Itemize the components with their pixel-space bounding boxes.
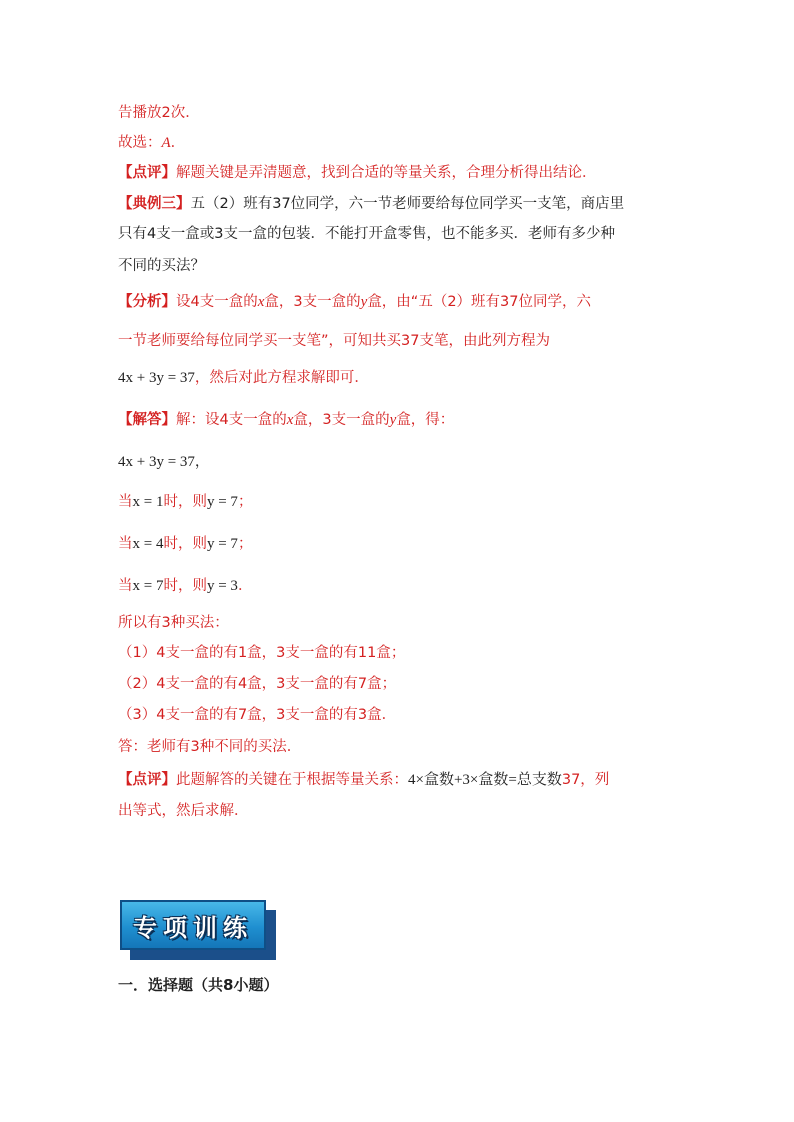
- comment-text: 37，列: [561, 772, 610, 788]
- solution-text: 盒，得：: [396, 412, 455, 428]
- section-heading-text: 一．选择题（共8小题）: [118, 976, 279, 994]
- text-line: [118, 103, 688, 123]
- case-line: [118, 576, 688, 596]
- analysis-text: 一节老师要给每位同学买一支笔”，可知共买37支笔，由此列方程为: [118, 333, 550, 349]
- example-text: 五（2）班有37位同学，六一节老师要给每位同学买一支笔，商店里: [190, 196, 625, 212]
- answer-line: [118, 737, 688, 757]
- continuation-text: 告播放2次．: [118, 105, 200, 121]
- comment-text: 出等式，然后求解．: [118, 803, 249, 819]
- equation: y = 7: [206, 536, 238, 552]
- case-text: 当: [118, 578, 133, 594]
- comment-tag: 【点评】: [118, 772, 176, 788]
- section-heading: [118, 975, 688, 995]
- variable-x: x: [286, 412, 294, 428]
- variable-y: y: [389, 412, 397, 428]
- equation-line: [118, 452, 688, 472]
- list-item: [118, 643, 688, 663]
- solution-text: 盒，3支一盒的: [293, 412, 390, 428]
- punctuation: ．: [237, 578, 253, 594]
- summary-text: 所以有3种买法：: [118, 615, 229, 631]
- option-text: （3）4支一盒的有7盒，3支一盒的有3盒．: [118, 707, 397, 723]
- answer-label: 故选：: [118, 135, 162, 151]
- analysis-line: [118, 368, 688, 388]
- equation: 4x + 3y = 37: [118, 454, 195, 470]
- analysis-tag: 【分析】: [118, 294, 176, 310]
- punctuation: ．: [170, 135, 186, 151]
- final-answer: 答：老师有3种不同的买法．: [118, 739, 302, 755]
- comment-line: [118, 163, 688, 183]
- banner-box: [120, 900, 266, 950]
- punctuation: ，: [194, 454, 210, 470]
- case-text: 时，则: [163, 494, 207, 510]
- case-line: [118, 492, 688, 512]
- equation: y = 7: [206, 494, 238, 510]
- equation: 4×盒数+3×盒数=总支数: [408, 772, 562, 788]
- example-text: 只有4支一盒或3支一盒的包装．不能打开盒零售，也不能多买．老师有多少种: [118, 226, 615, 242]
- option-text: （1）4支一盒的有1盒，3支一盒的有11盒；: [118, 645, 406, 661]
- equation: 4x + 3y = 37: [118, 370, 195, 386]
- variable-x: x: [257, 294, 265, 310]
- comment-line: [118, 801, 688, 821]
- comment-text: 此题解答的关键在于根据等量关系：: [176, 772, 408, 788]
- option-text: （2）4支一盒的有4盒，3支一盒的有7盒；: [118, 676, 397, 692]
- section-banner: [120, 900, 278, 962]
- solution-tag: 【解答】: [118, 412, 176, 428]
- solution-text: 解：设4支一盒的: [176, 412, 287, 428]
- equation: x = 4: [132, 536, 164, 552]
- example-question: 不同的买法？: [118, 258, 205, 274]
- banner-title: 专项训练: [133, 913, 253, 942]
- analysis-text: ，然后对此方程求解即可．: [194, 370, 369, 386]
- analysis-line: [118, 292, 688, 312]
- case-line: [118, 534, 688, 554]
- variable-y: y: [360, 294, 368, 310]
- analysis-line: [118, 331, 688, 351]
- summary-line: [118, 613, 688, 633]
- list-item: [118, 674, 688, 694]
- analysis-text: 设4支一盒的: [176, 294, 258, 310]
- example-line: [118, 224, 688, 244]
- equation: x = 7: [132, 578, 164, 594]
- example-title-line: [118, 194, 688, 214]
- case-text: 当: [118, 494, 133, 510]
- comment-tag: 【点评】: [118, 165, 176, 181]
- solution-line: [118, 410, 688, 430]
- equation: x = 1: [132, 494, 164, 510]
- comment-line: [118, 770, 688, 790]
- analysis-text: 盒，由“五（2）班有37位同学，六: [367, 294, 591, 310]
- answer-line: [118, 133, 688, 153]
- punctuation: ；: [237, 494, 253, 510]
- case-text: 时，则: [163, 578, 207, 594]
- analysis-text: 盒，3支一盒的: [264, 294, 361, 310]
- list-item: [118, 705, 688, 725]
- comment-text: 解题关键是弄清题意，找到合适的等量关系，合理分析得出结论．: [176, 165, 597, 181]
- equation: y = 3: [206, 578, 238, 594]
- answer-choice: A: [161, 135, 171, 151]
- example-tag: 【典例三】: [118, 196, 191, 212]
- case-text: 时，则: [163, 536, 207, 552]
- punctuation: ；: [237, 536, 253, 552]
- case-text: 当: [118, 536, 133, 552]
- example-line: [118, 256, 688, 276]
